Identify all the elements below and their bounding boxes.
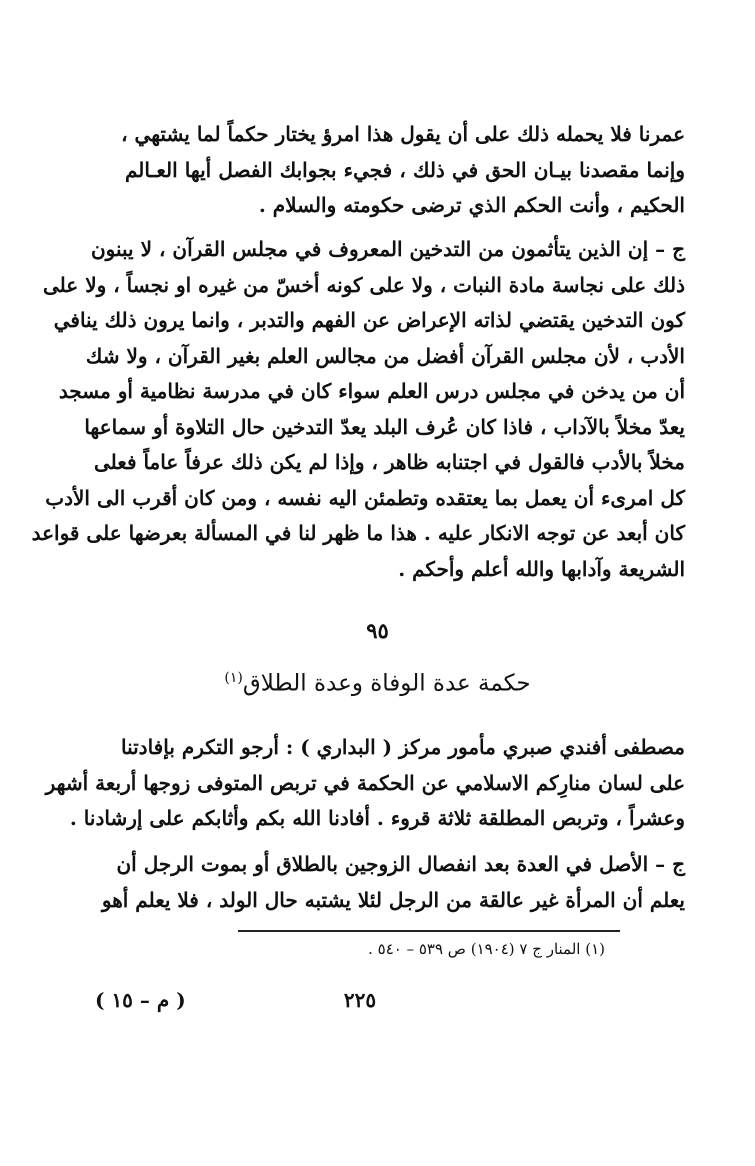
text-line: ذلك على نجاسة مادة النبات ، ولا على كونه أخسّ من غيره او نجساً ، ولا على xyxy=(43,272,685,297)
text-line: مصطفى أفندي صبري مأمور مركز ( البداري ) : أرجو التكرم بإفادتنا xyxy=(120,735,685,759)
text-line: كان أبعد عن توجه الانكار عليه . هذا ما ظهر لنا في المسألة بعرضها على قواعد xyxy=(31,521,685,545)
paragraph-answer-smoking xyxy=(31,232,685,587)
text-line: أن من يدخن في مجلس درس العلم سواء كان في مدرسة نظامية أو مسجد xyxy=(58,379,685,403)
text-line: على لسان منارِكم الاسلامي عن الحكمة في تربص المتوفى زوجها أربعة أشهر xyxy=(45,770,685,795)
footnote: (١) المنار ج ٧ (١٩٠٤) ص ٥٣٩ – ٥٤٠ . xyxy=(368,940,605,958)
text-line: ج – الأصل في العدة بعد انفصال الزوجين بالطلاق أو بموت الرجل أن xyxy=(116,852,685,876)
text-line: وعشراً ، وتربص المطلقة ثلاثة قروء . أفادنا الله بكم وأثابكم على إرشادنا . xyxy=(69,806,685,830)
printer-signature-mark: ( م – ١٥ ) xyxy=(95,988,186,1012)
text-line: يعلم أن المرأة غير عالقة من الرجل لئلا يشتبه حال الولد ، فلا يعلم أهو xyxy=(101,887,685,912)
paragraph-question xyxy=(45,730,685,837)
paragraph-question-ending xyxy=(121,117,685,224)
page-number: ٢٢٥ xyxy=(343,988,377,1012)
text-line: كل امرىء أن يعمل بما يعتقده وتطمئن اليه نفسه ، ومن كان أقرب الى الأدب xyxy=(45,485,685,510)
text-line: الأدب ، لأن مجلس القرآن أفضل من مجالس العلم بغير القرآن ، ولا شك xyxy=(85,343,685,368)
section-title xyxy=(0,670,755,697)
text-line: مخلاً بالأدب فالقول في اجتنابه ظاهر ، وإذا لم يكن ذلك عرفاً عاماً فعلى xyxy=(94,450,685,474)
text-line: الحكيم ، وأنت الحكم الذي ترضى حكومته والسلام . xyxy=(258,193,685,217)
text-line: يعدّ مخلاً بالآداب ، فاذا كان عُرف البلد يعدّ التدخين حال التلاوة أو سماعها xyxy=(84,414,685,439)
text-line: كون التدخين يقتضي لذاته الإعراض عن الفهم والتدبر ، وانما يرون ذلك ينافي xyxy=(53,308,685,332)
section-number: ٩٥ xyxy=(366,618,389,643)
text-line: وإنما مقصدنا بيـان الحق في ذلك ، فجيء بجوابك الفصل أيها العـالم xyxy=(125,157,685,182)
text-line: عمرنا فلا يحمله ذلك على أن يقول هذا امرؤ يختار حكماً لما يشتهي ، xyxy=(121,122,685,146)
section-title-text: حكمة عدة الوفاة وعدة الطلاق xyxy=(242,670,531,697)
paragraph-answer-iddah xyxy=(101,847,685,918)
footnote-marker: (١) xyxy=(224,670,243,686)
text-line: الشريعة وآدابها والله أعلم وأحكم . xyxy=(398,556,685,581)
text-line: ج – إن الذين يتأثمون من التدخين المعروف في مجلس القرآن ، لا يبنون xyxy=(90,237,685,261)
footnote-divider xyxy=(238,930,620,932)
